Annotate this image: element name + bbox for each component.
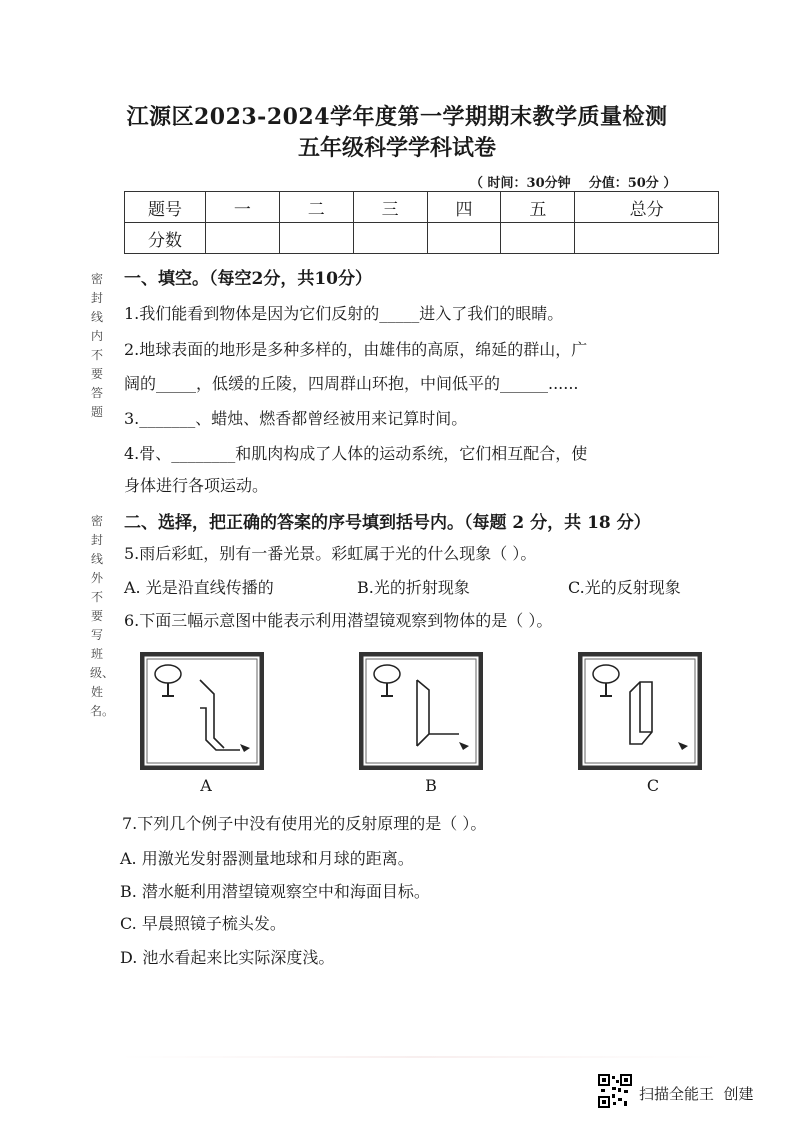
q5-option-b: B.光的折射现象: [357, 578, 470, 597]
score-table-header-row: [125, 192, 719, 223]
time-score-info: （ 时间：30分钟 分值：50分 ）: [470, 176, 677, 191]
exam-title-line1: 江源区2023-2024学年度第一学期期末教学质量检测: [126, 104, 668, 130]
q7-option-c: C. 早晨照镜子梳头发。: [120, 914, 286, 933]
score-cell: 分数: [125, 223, 206, 254]
margin-note-seal-line: 密封线外不要写班级、姓名。: [90, 514, 115, 718]
q7-option-d: D. 池水看起来比实际深度浅。: [120, 948, 335, 967]
score-input-cell: [575, 223, 719, 254]
score-cell: 一: [206, 192, 280, 223]
score-cell: 三: [353, 192, 427, 223]
score-table-score-row: [125, 223, 719, 254]
score-input-cell: [206, 223, 280, 254]
score-input-cell: [501, 223, 575, 254]
score-cell: 二: [279, 192, 353, 223]
qr-code-icon: [598, 1074, 632, 1108]
section2-heading: 二、选择，把正确的答案的序号填到括号内。（每题 2 分，共 18 分）: [124, 513, 651, 533]
scanner-watermark: 扫描全能王 创建: [639, 1085, 754, 1103]
score-cell: 总分: [575, 192, 719, 223]
exam-title-line2: 五年级科学学科试卷: [297, 135, 496, 161]
q7-option-b: B. 潜水艇利用潜望镜观察空中和海面目标。: [120, 882, 430, 901]
periscope-diagram-b: [359, 652, 483, 770]
section1-heading: 一、填空。（每空2分，共10分）: [124, 269, 372, 289]
q5-option-c: C.光的反射现象: [568, 578, 681, 597]
question-7: 7.下列几个例子中没有使用光的反射原理的是（ ）。: [122, 814, 487, 833]
score-table: [124, 191, 719, 254]
figure-label-c: C: [646, 776, 660, 795]
question-3: 3._______、蜡烛、燃香都曾经被用来记算时间。: [124, 409, 468, 428]
score-input-cell: [427, 223, 501, 254]
score-cell: 题号: [125, 192, 206, 223]
figure-label-a: A: [200, 776, 212, 795]
q5-option-a: A. 光是沿直线传播的: [124, 578, 274, 597]
figure-label-b: B: [425, 776, 437, 795]
periscope-diagram-c: [578, 652, 702, 770]
score-input-cell: [279, 223, 353, 254]
question-4-line1: 4.骨、________和肌肉构成了人体的运动系统，它们相互配合，使: [124, 444, 588, 463]
q7-option-a: A. 用激光发射器测量地球和月球的距离。: [120, 849, 414, 868]
score-cell: 五: [501, 192, 575, 223]
question-6: 6.下面三幅示意图中能表示利用潜望镜观察到物体的是（ ）。: [124, 611, 553, 630]
question-1: 1.我们能看到物体是因为它们反射的_____进入了我们的眼睛。: [124, 304, 564, 323]
question-2-line1: 2.地球表面的地形是多种多样的，由雄伟的高原，绵延的群山，广: [124, 340, 588, 359]
score-input-cell: [353, 223, 427, 254]
question-4-line2: 身体进行各项运动。: [124, 476, 269, 495]
periscope-diagram-a: [140, 652, 264, 770]
scan-artifact: [120, 1056, 720, 1058]
margin-note-seal-line: 密封线内不要答题: [90, 272, 103, 419]
score-cell: 四: [427, 192, 501, 223]
question-2-line2: 阔的_____，低缓的丘陵，四周群山环抱，中间低平的______......: [124, 374, 579, 393]
question-5: 5.雨后彩虹，别有一番光景。彩虹属于光的什么现象（ ）。: [124, 544, 537, 563]
